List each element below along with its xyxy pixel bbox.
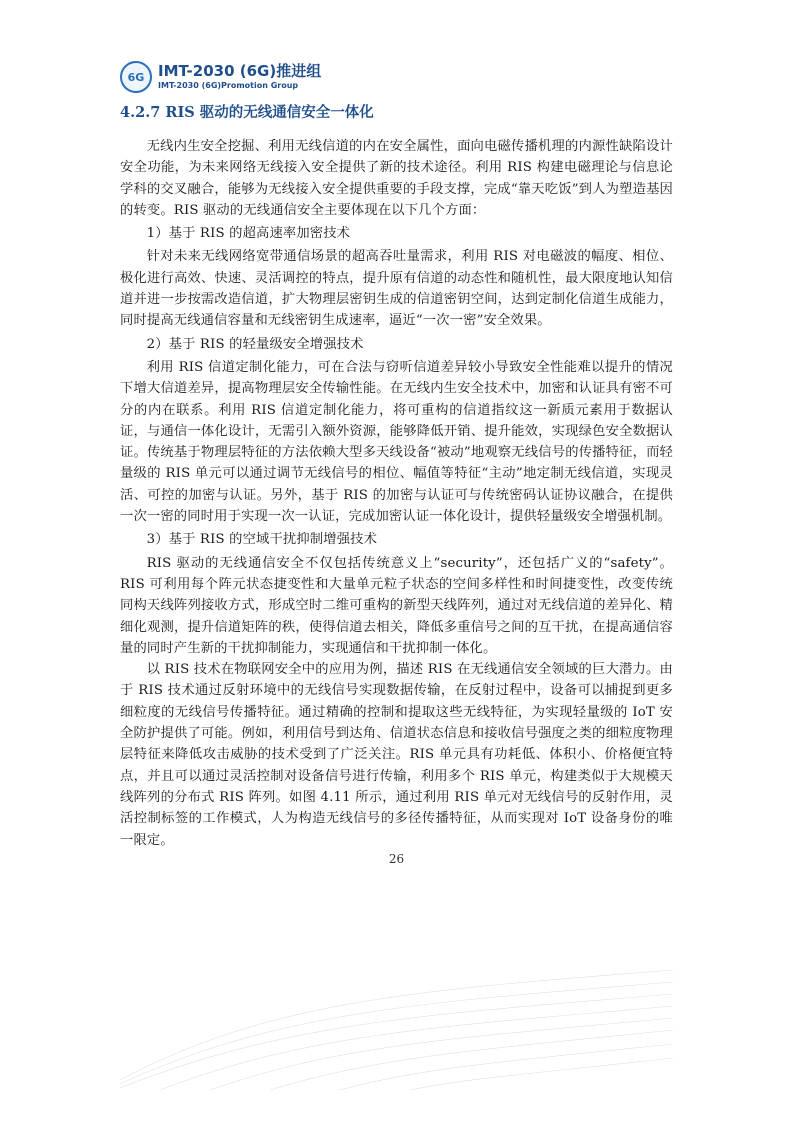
page-header [120,58,680,100]
intro-paragraph: 无线内生安全挖掘、利用无线信道的内在安全属性，面向电磁传播机理的内源性缺陷设计安全功能，为未来网络无线接入安全提供了新的技术途径。利用 RIS 构建电磁理论与信息论学科的交叉融合，能够为无线接入安全提供重要的手段支撑，完成“靠天吃饭”到人为塑造基因的转变。RIS 驱动的无线通信安全主要体现在以下几个方面： [120,139,673,218]
page-number: 26 [388,852,405,866]
subsection-paragraph-3: RIS 驱动的无线通信安全不仅包括传统意义上“security”，还包括广义的“safety”。RIS 可利用每个阵元状态捷变性和大量单元粒子状态的空间多样性和时间捷变性，改变传统同构天线阵列接收方式，形成空时二维可重构的新型天线阵列，通过对无线信道的差异化、精细化观测，提升信道矩阵的秩，使得信道去相关，降低多重信号之间的互干扰，在提高通信容量的同时产生新的干扰抑制能力，实现通信和干扰抑制一体化。 [120,555,673,656]
brand-title: IMT-2030 (6G)推进组 [158,62,322,80]
logo-text: 6G [127,70,145,84]
subsection-heading-2: 2）基于 RIS 的轻量级安全增强技术 [146,336,364,352]
imt2030-logo-icon [120,61,152,93]
subsection-paragraph-2: 利用 RIS 信道定制化能力，可在合法与窃听信道差异较小导致安全性能难以提升的情况下增大信道差异，提高物理层安全传输性能。在无线内生安全技术中，加密和认证具有密不可分的内在联系。利用 RIS 信道定制化能力，将可重构的信道指纹这一新质元素用于数据认证，与通信一体化设计，无需引入额外资源，能够降低开销、提升能效，实现绿色安全数据认证。传统基于物理层特征的方法依赖大型多天线设备“被动”地观察无线信号的传播特征，而轻量级的 RIS 单元可以通过调节无线信号的相位、幅值等特征“主动”地定制无线信道，实现灵活、可控的加密与认证。另外，基于 RIS 的加密与认证可与传统密码认证协议融合，在提供一次一密的同时用于实现一次一认证，完成加密认证一体化设计，提供轻量级安全增强机制。 [120,359,673,525]
wave-decoration-icon [120,960,673,1090]
section-title: 4.2.7 RIS 驱动的无线通信安全一体化 [120,104,374,121]
subsection-heading-3: 3）基于 RIS 的空域干扰抑制增强技术 [146,532,378,548]
brand-subtitle: IMT-2030 (6G)Promotion Group [158,81,299,90]
closing-paragraph: 以 RIS 技术在物联网安全中的应用为例，描述 RIS 在无线通信安全领域的巨大潜力。由于 RIS 技术通过反射环境中的无线信号实现数据传输，在反射过程中，设备可以捕捉到更多细粒度的无线信号传播特征。通过精确的控制和提取这些无线特征，为实现轻量级的 IoT 安全防护提供了可能。例如，利用信号到达角、信道状态信息和接收信号强度之类的细粒度物理层特征来降低攻击威胁的技术受到了广泛关注。RIS 单元具有功耗低、体积小、价格便宜特点，并且可以通过灵活控制对设备信号进行传输，利用多个 RIS 单元，构建类似于大规模天线阵列的分布式 RIS 阵列。如图 4.11 所示，通过利用 RIS 单元对无线信号的反射作用，灵活控制标签的工作模式，人为构造无线信号的多径传播特征，从而实现对 IoT 设备身份的唯一限定。 [120,662,673,848]
subsection-heading-1: 1）基于 RIS 的超高速率加密技术 [146,226,351,242]
main-content [120,100,673,851]
subsection-paragraph-1: 针对未来无线网络宽带通信场景的超高吞吐量需求，利用 RIS 对电磁波的幅度、相位、极化进行高效、快速、灵活调控的特点，提升原有信道的动态性和随机性，最大限度地认知信道并进一步按需改造信道，扩大物理层密钥生成的信道密钥空间，达到定制化信道生成能力，同时提高无线通信容量和无线密钥生成速率，逼近“一次一密”安全效果。 [120,249,673,329]
